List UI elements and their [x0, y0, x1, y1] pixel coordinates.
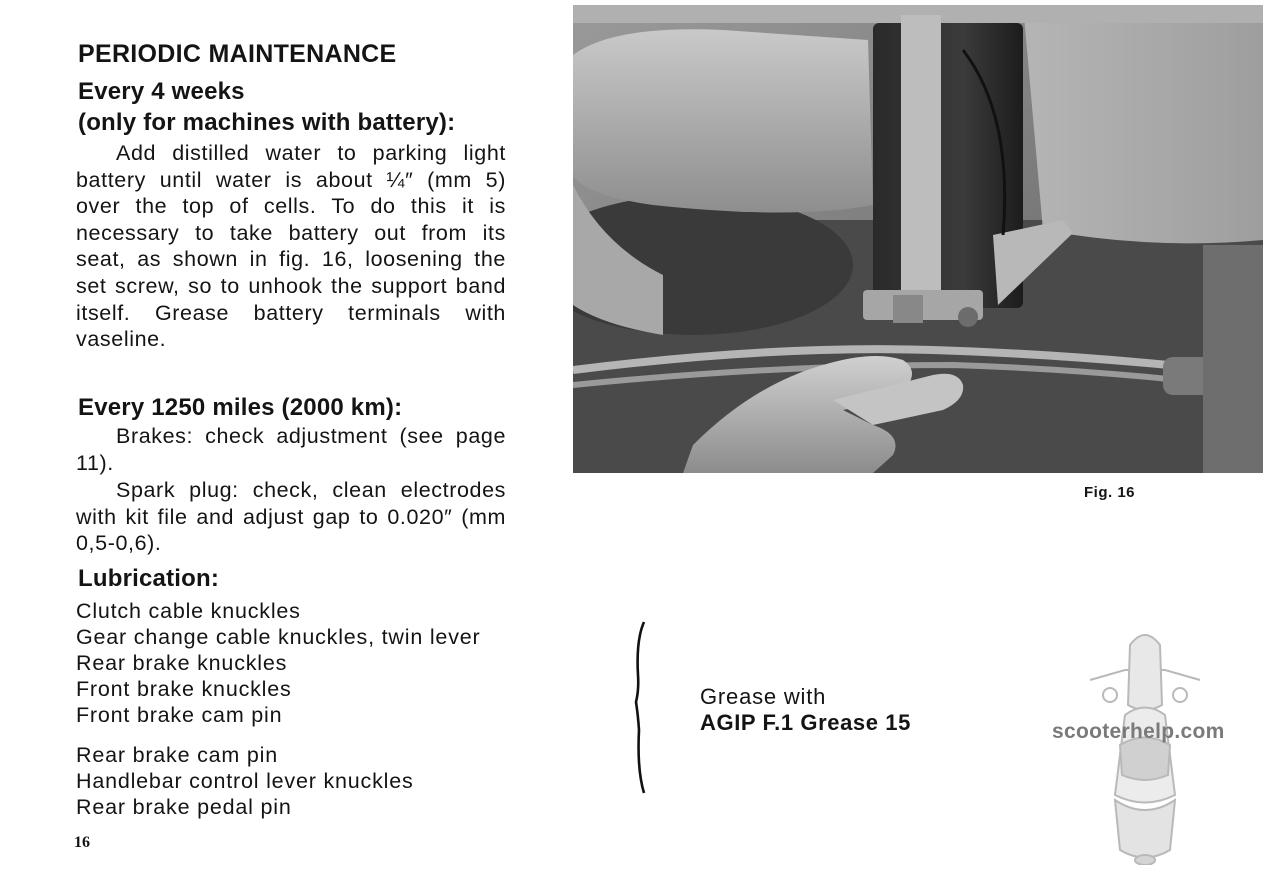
grease-instruction: Grease with: [700, 684, 827, 709]
brakes-paragraph: Brakes: check adjustment (see page 11).: [76, 424, 506, 475]
scooter-watermark-icon: [1080, 625, 1210, 865]
grease-product: AGIP F.1 Grease 15: [700, 710, 911, 735]
brace-icon: [622, 620, 652, 795]
list-item: Front brake knuckles: [76, 677, 292, 701]
page-title: PERIODIC MAINTENANCE: [78, 40, 397, 68]
lubrication-list-continued: [76, 742, 596, 820]
battery-paragraph: Add distilled water to parking light battery until water is about ¼″ (mm 5) over the top of cells. To do this it is necessary to take battery out from its seat, as shown in fig. 16, loosening the set screw, so to unhook the support band itself. Grease battery terminals with vaseline.: [76, 141, 506, 352]
list-item: Rear brake knuckles: [76, 651, 288, 675]
section-heading-lubrication: Lubrication:: [78, 565, 220, 592]
list-item: Rear brake cam pin: [76, 743, 279, 767]
section-heading-battery-note: (only for machines with battery):: [78, 109, 456, 136]
watermark-text: scooterhelp.com: [1052, 720, 1225, 743]
list-item: Handlebar control lever knuckles: [76, 769, 414, 793]
lubrication-list: [76, 598, 596, 728]
section-heading-weeks: Every 4 weeks: [78, 78, 245, 105]
list-item: Gear change cable knuckles, twin lever: [76, 625, 481, 649]
list-item: Rear brake pedal pin: [76, 795, 292, 819]
spark-plug-paragraph: Spark plug: check, clean electrodes with kit file and adjust gap to 0.020″ (mm 0,5-0,6).: [76, 478, 506, 556]
list-item: Front brake cam pin: [76, 703, 283, 727]
battery-photo-illustration: [573, 5, 1263, 473]
figure-caption: Fig. 16: [1084, 484, 1136, 501]
figure-photo: [573, 5, 1263, 473]
page-number: 16: [74, 834, 90, 851]
section-heading-miles: Every 1250 miles (2000 km):: [78, 394, 403, 421]
list-item: Clutch cable knuckles: [76, 599, 301, 623]
